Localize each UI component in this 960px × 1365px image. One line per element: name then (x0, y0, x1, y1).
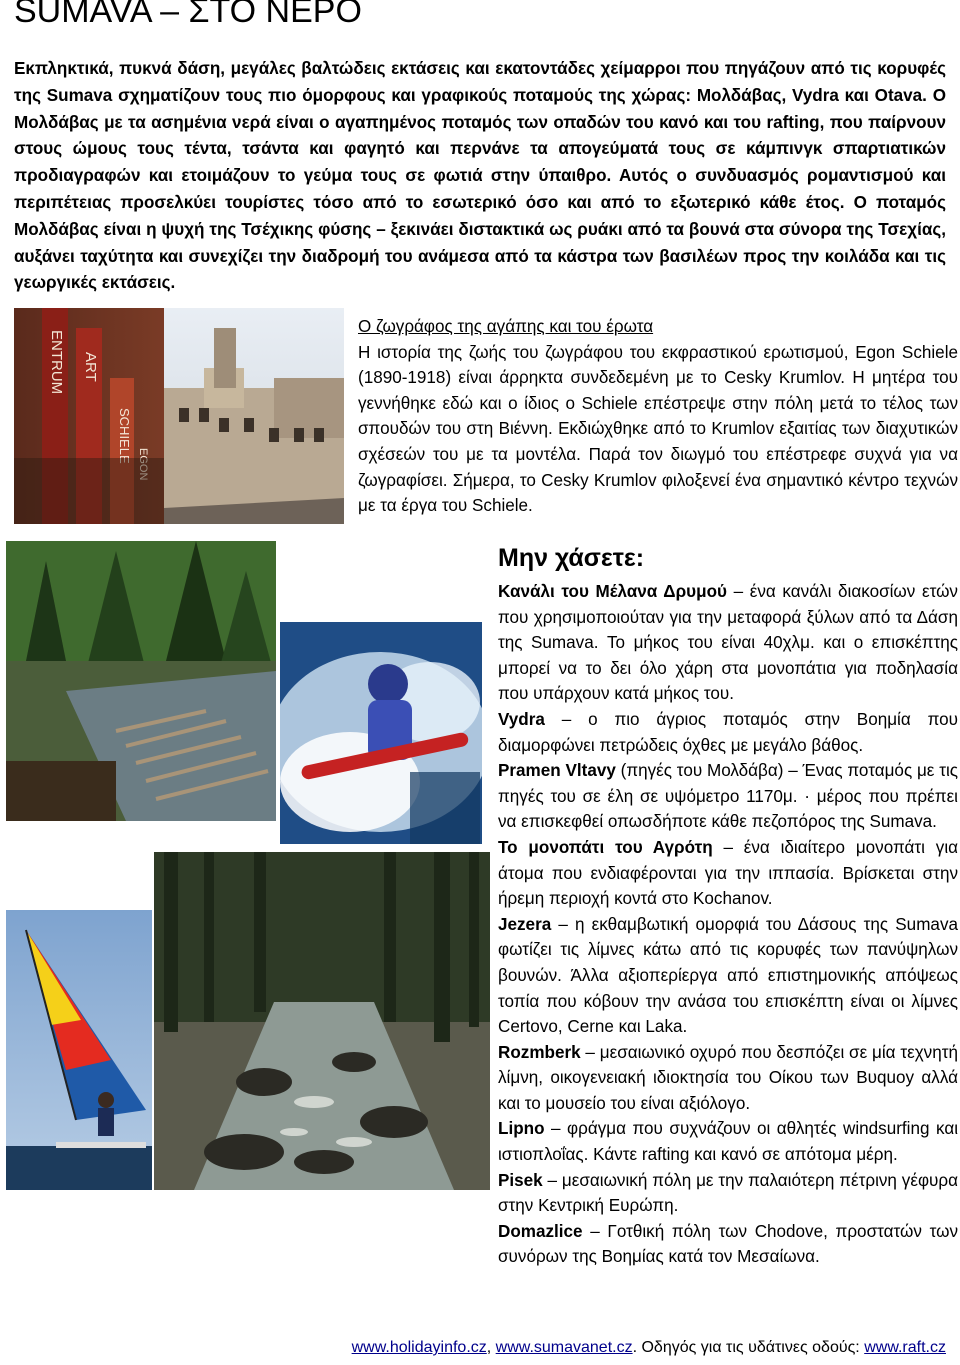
raft-link[interactable]: www.raft.cz (864, 1339, 946, 1356)
page-title: SUMAVA – ΣΤΟ ΝΕΡΟ (14, 0, 362, 30)
schiele-body: Η ιστορία της ζωής του ζωγράφου του εκφραστικού ερωτισμού, Egon Schiele (1890-1918) είναι άρρηκτα συνδεδεμένη με το Cesky Krumlov. Η μητέρα του γεννήθηκε εδώ και ο ίδιος ο Schiele επέστρεψε στην πόλη μετά το τέλος των σπουδών του στη Βιέννη. Εκδιώχθηκε από το Krumlov εξαιτίας των διαχυτικών σχέσεών του με τα μοντέλα. Παρά τον διωγμό του επέστρεφε συχνά για να ζωγραφίσει. Σήμερα, το Cesky Krumlov φιλοξενεί ένα σημαντικό κέντρο τεχνών με τα έργα του Schiele. (358, 342, 958, 516)
list-item (498, 579, 958, 707)
footer-separator: , (486, 1339, 496, 1356)
kayak-photo (280, 622, 482, 844)
item-text: – Γοτθική πόλη των Chodove, προστατών των συνόρων της Βοημίας κατά τον Μεσαίωνα. (498, 1221, 958, 1267)
item-name: Jezera (498, 914, 552, 934)
list-item (498, 1116, 958, 1167)
log-river-photo (6, 541, 276, 821)
list-item (498, 707, 958, 758)
item-text: – ένα ιδιαίτερο μονοπάτι για άτομα που ενδιαφέρονται για την ιππασία. Βρίσκεται στην ήρεμη περιοχή κοντά στο Kochanov. (498, 837, 958, 909)
item-name: Κανάλι του Μέλανα Δρυμού (498, 582, 727, 601)
item-text: – φράγμα που συχνάζουν οι αθλητές windsurfing και ιστιοπλοΐας. Κάντε rafting και κανό σε απότομα μέρη. (498, 1119, 958, 1165)
list-item (498, 1040, 958, 1117)
item-name: Rozmberk (498, 1042, 581, 1062)
list-item (498, 835, 958, 912)
schiele-heading: Ο ζωγράφος της αγάπης και του έρωτα (358, 317, 654, 336)
item-name: Το μονοπάτι του Αγρότη (498, 837, 713, 857)
item-text: – ο πιο άγριος ποταμός στην Βοημία που διαμορφώνει πετρώδεις όχθες με μεγάλο βάθος. (498, 709, 958, 755)
sign-text-3: SCHIELE (117, 408, 132, 464)
sign-text-1: ENTRUM (48, 330, 65, 395)
sign-text-4: EGON (137, 448, 149, 481)
item-name: Pisek (498, 1170, 543, 1190)
item-name: Pramen Vltavy (498, 761, 616, 781)
item-text: – μεσαιωνική πόλη με την παλαιότερη πέτρινη γέφυρα στην Κεντρική Ευρώπη. (498, 1170, 958, 1216)
holidayinfo-link[interactable]: www.holidayinfo.cz (351, 1339, 487, 1356)
dont-miss-section (498, 541, 958, 1270)
sumavanet-link[interactable]: www.sumavanet.cz (495, 1339, 633, 1356)
intro-paragraph: Εκπληκτικά, πυκνά δάση, μεγάλες βαλτώδεις εκτάσεις και εκατοντάδες χείμαρροι που πηγάζουν από τις κορυφές της Sumava σχηματίζουν τους πιο όμορφους και γραφικούς ποταμούς της χώρας: Μολδάβας, Vydra και Otava. Ο Μολδάβας με τα ασημένια νερά είναι ο αγαπημένος ποταμός των οπαδών του κανό και του rafting, που παίρνουν στους ώμους τους τέντα, τσάντα και φαγητό και περνάνε τα απογεύματά τους σε κάμπινγκ σπαρτιατικών προδιαγραφών και ετοιμάζουν το γεύμα τους σε φωτιά στην ύπαιθρο. Αυτός ο συνδυασμός ρομαντισμού και περιπέτειας προσελκύει τουρίστες τόσο από το εσωτερικό όσο και από το εξωτερικό κάθε έτος. Ο ποταμός Μολδάβας είναι η ψυχή της Τσέχικης φύσης – ξεκινάει διστακτικά ως ρυάκι από τα βουνά στα σύνορα της Τσεχίας, αυξάνει ταχύτητα και συνεχίζει την διαδρομή του ανάμεσα από τα κάστρα των βασιλέων προς την κοιλάδα και τις γεωργικές εκτάσεις. (14, 59, 946, 293)
item-text: – η εκθαμβωτική ομορφιά του Δάσους της Sumava φωτίζει τις λίμνες κάτω από τις κορυφές των πανύψηλων βουνών. Άλλα αξιοπερίεργα από επιστημονικής απόψεως τοπία που κόβουν την ανάσα του επισκέπτη είναι οι λίμνες Certovo, Cerne και Laka. (498, 914, 958, 1037)
windsurf-photo (6, 910, 152, 1190)
schiele-section (358, 314, 958, 519)
dont-miss-heading: Μην χάσετε: (498, 544, 645, 572)
list-item (498, 1219, 958, 1270)
item-name: Domazlice (498, 1221, 583, 1241)
list-item (498, 758, 958, 835)
footer-text: . Οδηγός για τις υδάτινες οδούς: (632, 1339, 865, 1356)
list-item (498, 1168, 958, 1219)
item-name: Lipno (498, 1119, 545, 1139)
item-text: – ένα κανάλι διακοσίων ετών που χρησιμοποιούταν για την μεταφορά ξύλων από τα Δάση της Sumava. Το μήκος του είναι 40χλμ. και ο επισκέπτης μπορεί να το δει όλο χάρη στα μονοπάτια για ποδηλασία που υπάρχουν κατά μήκος του. (498, 582, 958, 704)
sign-text-2: ART (82, 352, 99, 382)
schiele-centre-photo (14, 308, 344, 524)
item-text: (πηγές του Μολδάβα) – Ένας ποταμός με τις πηγές του σε έλη σε υψόμετρο 1170μ. · μέρος που πρέπει να επισκεφθεί οπωσδήποτε κάθε πεζοπόρος της Sumava. (498, 761, 958, 832)
item-name: Vydra (498, 709, 545, 729)
footer (352, 1339, 946, 1357)
forest-stream-photo (154, 852, 490, 1190)
item-text: – μεσαιωνικό οχυρό που δεσπόζει σε μία τεχνητή λίμνη, οικογενειακή ιδιοκτησία του Οίκου των Βυquoy αλλά και το μουσείο του είναι αξιόλογο. (498, 1042, 958, 1113)
list-item (498, 912, 958, 1040)
